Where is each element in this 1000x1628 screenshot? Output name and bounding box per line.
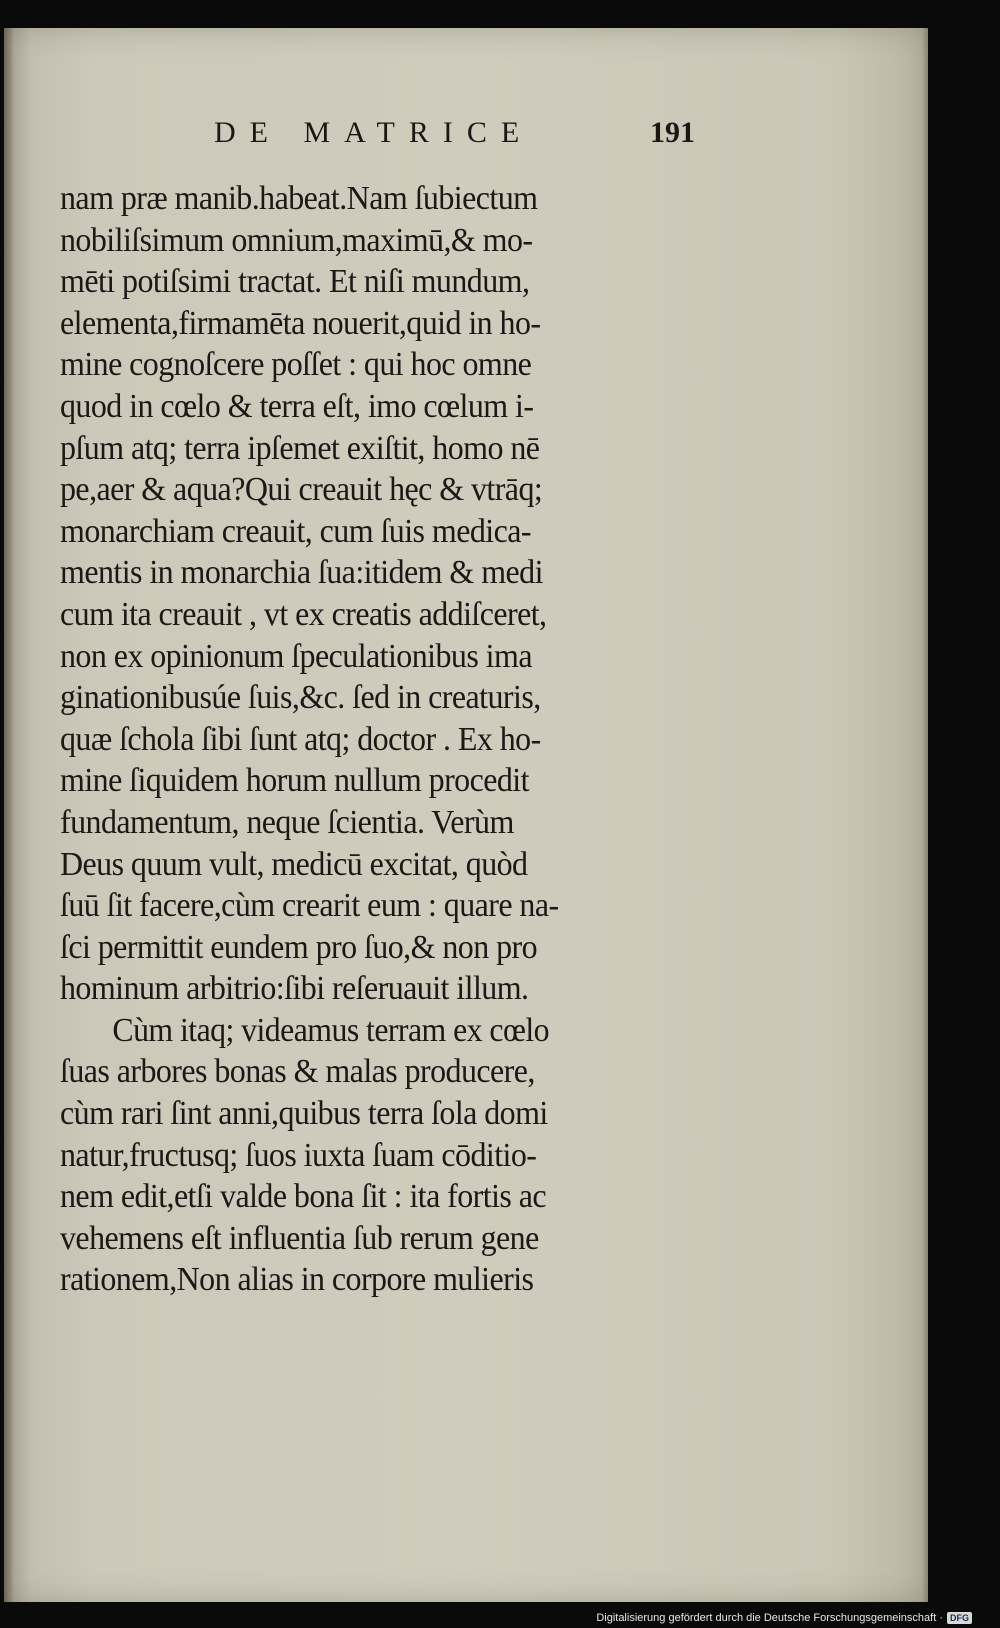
digitization-credit bbox=[596, 1612, 972, 1624]
page-number: 191 bbox=[650, 116, 695, 149]
text-line: vehemens eſt influentia ſub rerum gene bbox=[60, 1219, 539, 1257]
text-line: ſuas arbores bonas & malas producere, bbox=[60, 1053, 535, 1091]
text-line: elementa,firmamēta nouerit,quid in ho- bbox=[60, 304, 541, 342]
text-line: nem edit,etſi valde bona ſit : ita fortis ac bbox=[60, 1178, 547, 1216]
text-line: ginationibusúe ſuis,&c. ſed in creaturis, bbox=[60, 679, 541, 717]
text-line: rationem,Non alias in corpore mulieris bbox=[60, 1261, 534, 1299]
credit-text: Digitalisierung gefördert durch die Deutsche Forschungsgemeinschaft · bbox=[596, 1612, 943, 1624]
page-edge-shadow bbox=[922, 28, 928, 1602]
text-line: ſuū ſit facere,cùm crearit eum : quare na- bbox=[60, 887, 559, 925]
running-head bbox=[4, 116, 928, 162]
page-gutter-shadow bbox=[4, 28, 14, 1602]
text-line: mine cognoſcere poſſet : qui hoc omne bbox=[60, 346, 532, 384]
text-line: Cùm itaq; videamus terram ex cœlo bbox=[112, 1011, 550, 1049]
body-text bbox=[60, 178, 740, 1301]
text-line: mentis in monarchia ſua:itidem & medi bbox=[60, 554, 543, 592]
text-line: cum ita creauit , vt ex creatis addiſceret, bbox=[60, 595, 547, 633]
text-line: nobiliſsimum omnium,maximū,& mo- bbox=[60, 221, 533, 259]
text-line: quod in cœlo & terra eſt, imo cœlum i- bbox=[60, 387, 534, 425]
running-head-title: DE MATRICE bbox=[214, 116, 534, 149]
text-line: nam præ manib.habeat.Nam ſubiectum bbox=[60, 180, 538, 217]
text-line: mēti potiſsimi tractat. Et niſi mundum, bbox=[60, 263, 530, 301]
text-line: ſci permittit eundem pro ſuo,& non pro bbox=[60, 928, 538, 966]
text-line: cùm rari ſint anni,quibus terra ſola domi bbox=[60, 1095, 548, 1133]
book-page bbox=[4, 28, 928, 1602]
show-through-residue bbox=[60, 1312, 720, 1358]
text-line: hominum arbitrio:ſibi reſeruauit illum. bbox=[60, 970, 529, 1008]
text-line: mine ſiquidem horum nullum procedit bbox=[60, 762, 529, 800]
text-line: pſum atq; terra ipſemet exiſtit, homo nē bbox=[60, 429, 540, 467]
text-line: monarchiam creauit, cum ſuis medica- bbox=[60, 512, 531, 550]
text-line: fundamentum, neque ſcientia. Verùm bbox=[60, 803, 514, 841]
dfg-logo: DFG bbox=[947, 1612, 972, 1624]
text-line: quæ ſchola ſibi ſunt atq; doctor . Ex ho- bbox=[60, 720, 541, 758]
text-line: pe,aer & aqua?Qui creauit hęc & vtrāq; bbox=[60, 471, 543, 509]
text-line: natur,fructusq; ſuos iuxta ſuam cōditio- bbox=[60, 1136, 537, 1174]
text-line: non ex opinionum ſpeculationibus ima bbox=[60, 637, 532, 675]
text-line: Deus quum vult, medicū excitat, quòd bbox=[60, 845, 528, 883]
